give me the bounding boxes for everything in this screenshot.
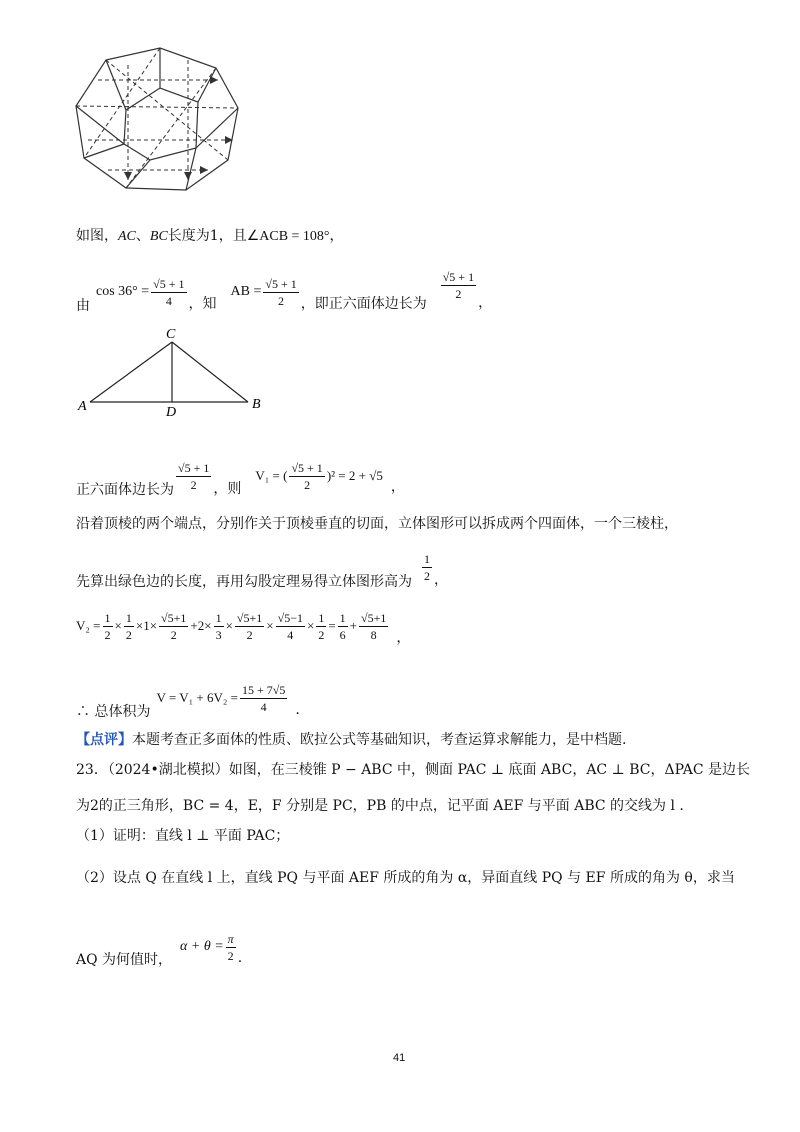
ab-numerator: √5 + 1 [265, 276, 297, 291]
q23-part-2: （2）设点 Q 在直线 l 上，直线 PQ 与平面 AEF 所成的角为 α，异面直线 PQ 与 EF 所成的角为 θ，求当 [76, 870, 735, 886]
alpha-theta-lhs: α + θ = [180, 939, 224, 954]
v2-fraction-denominator: 2 [246, 627, 253, 642]
v2-fraction-numerator: 1 [339, 610, 346, 625]
v2-operator: +2× [190, 618, 212, 633]
v2-fraction-numerator: √5+1 [361, 610, 387, 625]
line-1-end: ， [329, 228, 344, 244]
vertex-c: C [166, 327, 176, 342]
line-2-you: 由 [76, 298, 90, 314]
cos-numerator: √5 + 1 [153, 276, 185, 291]
v2-fraction-numerator: 1 [104, 610, 111, 625]
ab-fraction [263, 276, 298, 309]
line-1-prefix: 如图， [76, 228, 118, 244]
v2-fraction-numerator: 1 [215, 610, 222, 625]
page-number: 41 [393, 1052, 406, 1064]
height-numerator: 1 [424, 551, 430, 566]
v2-fraction-numerator: √5+1 [236, 610, 263, 625]
polyhedron-figure [68, 40, 248, 200]
v2-fraction-denominator: 4 [287, 627, 294, 642]
q23-line-1: 23．（2024•湖北模拟）如图，在三棱锥 P − ABC 中，侧面 PAC ⊥ 底面 ABC，AC ⊥ BC，ΔPAC 是边长 [76, 762, 750, 778]
v2-operator: × [225, 618, 233, 633]
v1-lhs: V₁ = ( [255, 468, 288, 483]
edge-fraction-2 [176, 460, 211, 493]
v2-fraction-denominator: 2 [170, 627, 177, 642]
v2-operator: ×1× [135, 618, 158, 633]
v1-fraction [289, 460, 324, 493]
v2-operator: × [266, 618, 274, 633]
line-2-end: ， [478, 295, 493, 311]
vertex-d: D [166, 405, 177, 418]
line-5-end: ， [434, 572, 448, 588]
edge-denominator: 2 [455, 286, 462, 301]
v2-fraction [235, 610, 264, 643]
edge-fraction [441, 269, 476, 302]
line-2-zhi: ，知 [188, 296, 217, 312]
q23-line-2: 为2的正三角形，BC = 4，E，F 分别是 PC，PB 的中点，记平面 AEF 与平面 ABC 的交线为 l . [76, 798, 684, 814]
pi-over-2-fraction [226, 931, 236, 964]
v2-fraction-numerator: √5+1 [161, 610, 187, 625]
v2-fraction-denominator: 6 [339, 627, 346, 642]
ab-denominator: 2 [278, 293, 285, 308]
q23-aq-text: AQ 为何值时， [76, 952, 173, 968]
total-volume-lhs: V = V₁ + 6V₂ = [156, 690, 238, 705]
line-3-end: ， [390, 479, 405, 495]
pi-denominator: 2 [227, 948, 234, 963]
v1-rhs: )² = 2 + √5 [326, 468, 383, 483]
line-6 [76, 604, 410, 648]
cos-denominator: 4 [165, 293, 172, 308]
v2-fraction-numerator: 1 [125, 610, 132, 625]
line-1-mid: 长度为1，且 [167, 228, 247, 244]
line-3-ze: ，则 [213, 481, 242, 497]
height-fraction [422, 551, 432, 584]
segment-ac: AC [118, 229, 136, 244]
v2-fraction-denominator: 2 [125, 627, 132, 642]
v2-fraction [359, 610, 388, 643]
q23-part-1: （1）证明：直线 l ⊥ 平面 PAC； [76, 828, 290, 844]
v2-operator: + [349, 618, 357, 633]
line-3-text: 正六面体边长为 [76, 482, 174, 498]
total-numerator: 15 + 7√5 [241, 682, 286, 697]
v2-operator: × [114, 618, 122, 633]
total-denominator: 4 [260, 699, 267, 714]
ab-lhs: AB = [230, 284, 262, 299]
therefore-text: ∴ 总体积为 [76, 704, 151, 720]
v2-lhs: V₂ = [76, 618, 101, 633]
q23-part-3 [76, 924, 242, 970]
total-volume-fraction [240, 682, 287, 715]
edge2-numerator: √5 + 1 [178, 460, 210, 475]
v1-numerator: √5 + 1 [291, 460, 323, 475]
comment-tag: 【点评】 [76, 732, 132, 748]
line-2-text: ，即正六面体边长为 [300, 296, 427, 312]
v2-fraction-denominator: 2 [318, 627, 325, 642]
v2-operator: × [306, 618, 315, 633]
line-6-end: ， [396, 630, 411, 646]
pi-numerator: π [227, 931, 234, 946]
segment-bc: BC [149, 229, 168, 244]
line-7 [76, 674, 300, 722]
v2-fraction-denominator: 8 [370, 627, 377, 642]
line-7-end: . [295, 702, 300, 718]
line-3 [76, 452, 405, 500]
v1-denominator: 2 [304, 477, 311, 492]
v2-operator: = [328, 618, 336, 633]
v2-fraction [103, 610, 113, 643]
v2-fraction-denominator: 2 [104, 627, 111, 642]
v2-fraction-denominator: 3 [215, 627, 222, 642]
line-1 [76, 226, 344, 247]
v2-fraction-numerator: √5−1 [277, 610, 303, 625]
v2-expression [101, 610, 391, 643]
q23-part-3-end: . [237, 950, 243, 966]
cos-lhs: cos 36° = [96, 284, 150, 299]
line-4: 沿着顶棱的两个端点，分别作关于顶棱垂直的切面，立体图形可以拆成两个四面体，一个三棱柱， [76, 516, 678, 532]
comment-text: 本题考查正多面体的性质、欧拉公式等基础知识，考查运算求解能力，是中档题. [132, 732, 627, 748]
edge-numerator: √5 + 1 [442, 269, 475, 284]
v2-fraction [214, 610, 224, 643]
v2-fraction [124, 610, 134, 643]
cos-fraction [151, 276, 186, 309]
vertex-a: A [78, 399, 87, 414]
v2-fraction [276, 610, 305, 643]
v2-fraction-numerator: 1 [318, 610, 325, 625]
line-1-sep: 、 [135, 228, 150, 244]
height-denominator: 2 [424, 568, 430, 583]
angle-acb: ∠ACB = 108° [246, 229, 330, 244]
line-2 [76, 268, 492, 316]
comment-line [76, 730, 626, 750]
line-5 [76, 544, 448, 592]
v2-fraction [316, 610, 326, 643]
edge2-denominator: 2 [190, 477, 197, 492]
v2-fraction [159, 610, 188, 643]
vertex-b: B [252, 397, 261, 412]
triangle-figure [76, 326, 276, 418]
v2-fraction [338, 610, 348, 643]
line-5-text: 先算出绿色边的长度，再用勾股定理易得立体图形高为 [76, 574, 412, 590]
